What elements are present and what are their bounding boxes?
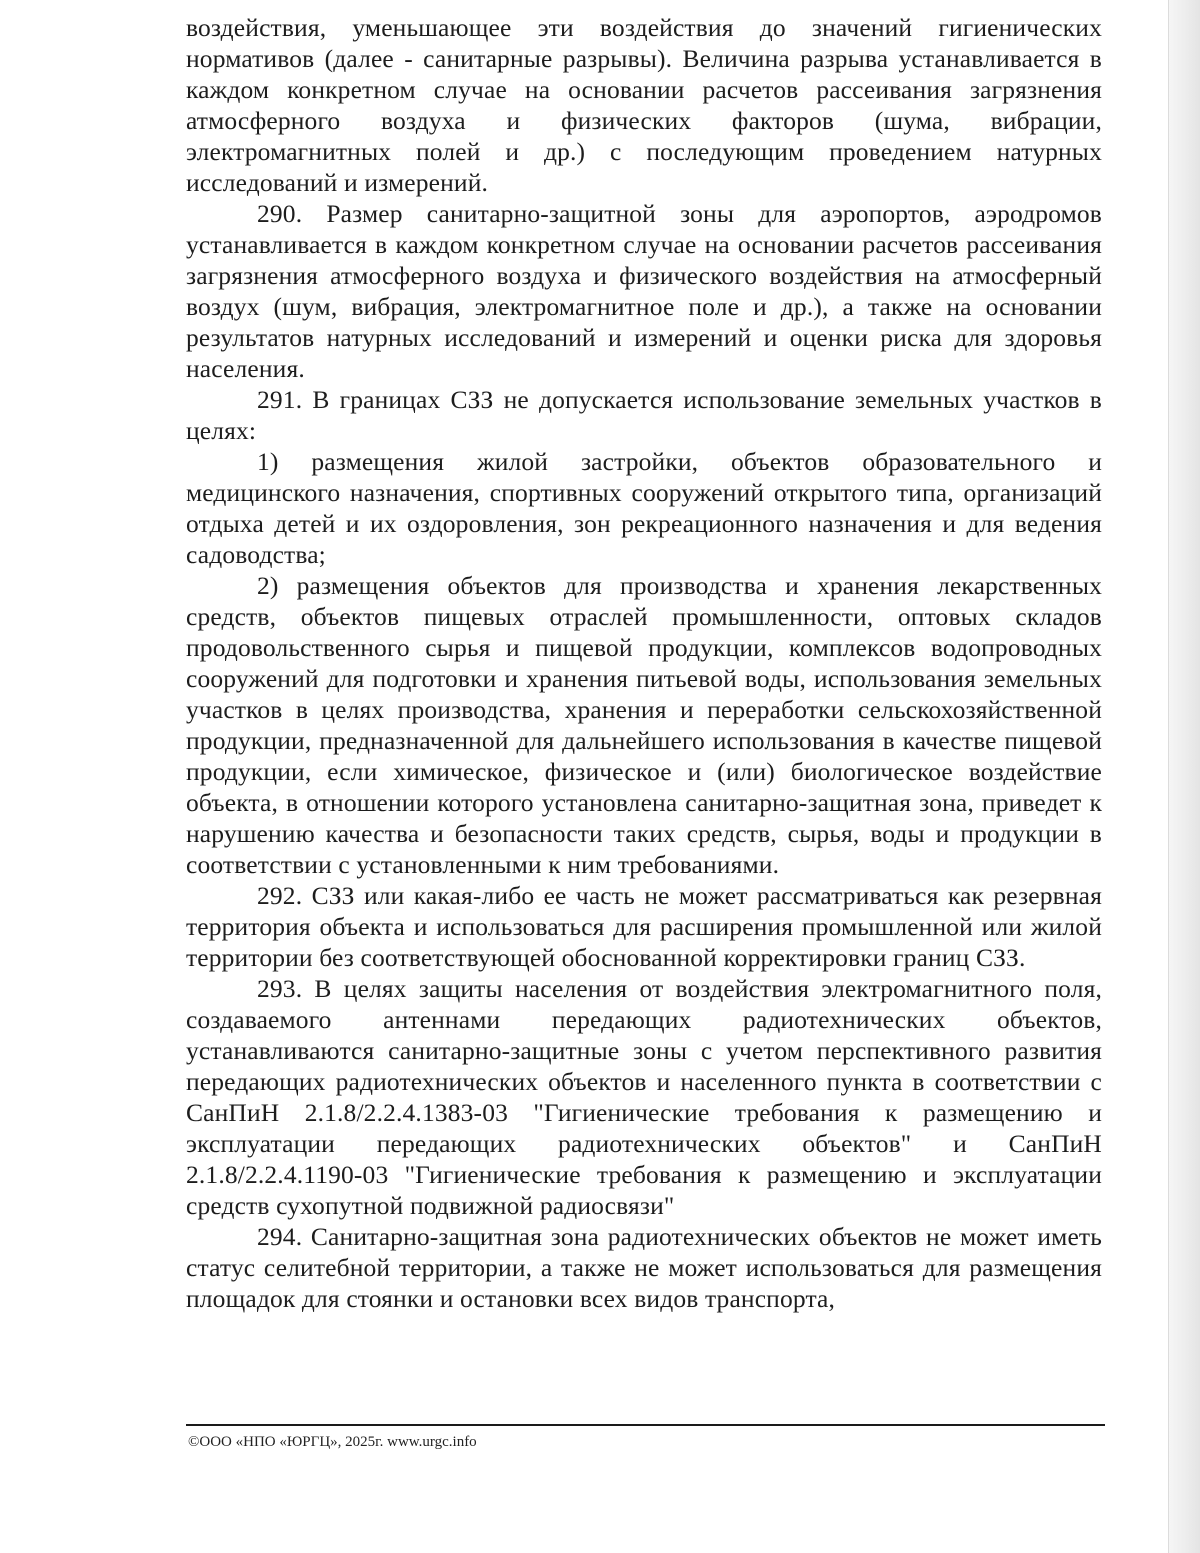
scan-edge-line — [1168, 0, 1169, 1553]
paragraph-293: 293. В целях защиты населения от воздействия электромагнитного поля, создаваемого антеннами передающих радиотехнических объектов, устанавливаются санитарно-защитные зоны с учетом перспективного развития передающих радиотехнических объектов и населенного пункта в соответствии с СанПиН 2.1.8/2.2.4.1383-03 "Гигиенические требования к размещению и эксплуатации передающих радиотехнических объектов" и СанПиН 2.1.8/2.2.4.1190-03 "Гигиенические требования к размещению и эксплуатации средств сухопутной подвижной радиосвязи" — [186, 974, 1102, 1220]
footer-copyright: ©ООО «НПО «ЮРГЦ», 2025г. www.urgc.info — [188, 1434, 477, 1450]
paragraph-292: 292. СЗЗ или какая-либо ее часть не может рассматриваться как резервная территория объекта и использоваться для расширения промышленной или жилой территории без соответствующей обоснованной корректировки границ СЗЗ. — [186, 881, 1102, 972]
paragraph-291: 291. В границах СЗЗ не допускается использование земельных участков в целях: — [186, 385, 1102, 445]
paragraph-291-item-2: 2) размещения объектов для производства и хранения лекарственных средств, объектов пищевых отраслей промышленности, оптовых складов продовольственного сырья и пищевой продукции, комплексов водопроводных сооружений для подготовки и хранения питьевой воды, использования земельных участков в целях производства, хранения и переработки сельскохозяйственной продукции, предназначенной для дальнейшего использования в качестве пищевой продукции, если химическое, физическое и (или) биологическое воздействие объекта, в отношении которого установлена санитарно-защитная зона, приведет к нарушению качества и безопасности таких средств, сырья, воды и продукции в соответствии с установленными к ним требованиями. — [186, 571, 1102, 879]
footer-divider — [186, 1424, 1105, 1426]
paragraph-294: 294. Санитарно-защитная зона радиотехнических объектов не может иметь статус селитебной территории, а также не может использоваться для размещения площадок для стоянки и остановки всех видов транспорта, — [186, 1222, 1102, 1313]
scan-edge-shadow — [1168, 0, 1200, 1553]
page-body — [186, 12, 1102, 1314]
paragraph-continuation: воздействия, уменьшающее эти воздействия до значений гигиенических нормативов (далее - санитарные разрывы). Величина разрыва устанавливается в каждом конкретном случае на основании расчетов рассеивания загрязнения атмосферного воздуха и физических факторов (шума, вибрации, электромагнитных полей и др.) с последующим проведением натурных исследований и измерений. — [186, 13, 1102, 197]
paragraph-290: 290. Размер санитарно-защитной зоны для аэропортов, аэродромов устанавливается в каждом конкретном случае на основании расчетов рассеивания загрязнения атмосферного воздуха и физического воздействия на атмосферный воздух (шум, вибрация, электромагнитное поле и др.), а также на основании результатов натурных исследований и измерений и оценки риска для здоровья населения. — [186, 199, 1102, 383]
paragraph-291-item-1: 1) размещения жилой застройки, объектов образовательного и медицинского назначения, спортивных сооружений открытого типа, организаций отдыха детей и их оздоровления, зон рекреационного назначения и для ведения садоводства; — [186, 447, 1102, 569]
